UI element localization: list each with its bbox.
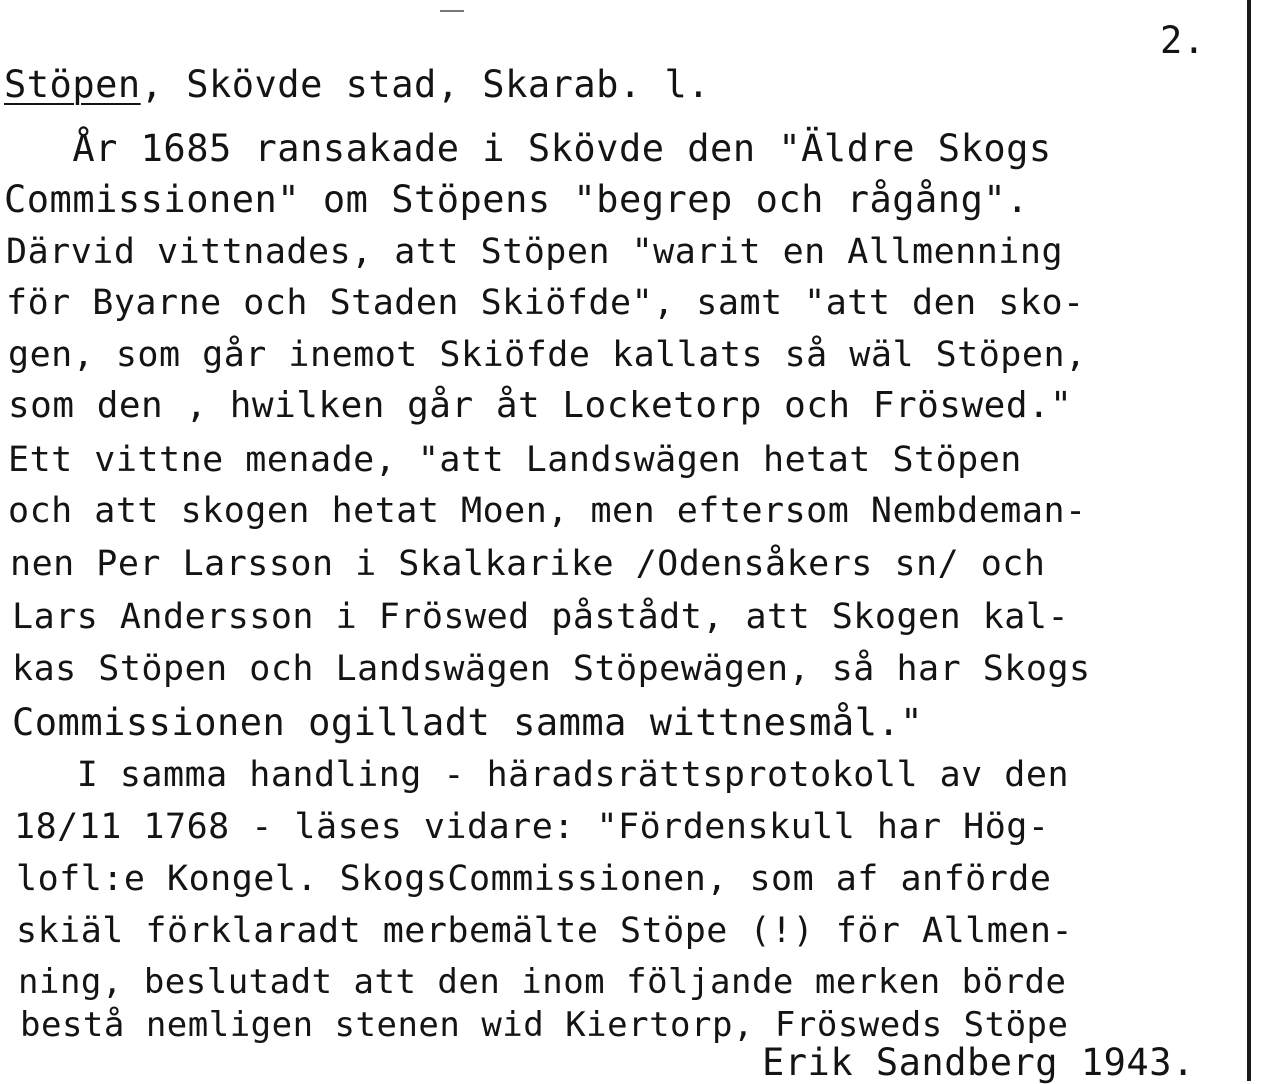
body-line: 18/11 1768 - läses vidare: "Fördenskull har Hög- — [14, 807, 1050, 847]
body-line: skiäl förklaradt merbemälte Stöpe (!) för Allmen- — [16, 911, 1074, 951]
body-line: År 1685 ransakade i Skövde den "Äldre Skogs — [4, 127, 1052, 170]
body-line: gen, som går inemot Skiöfde kallats så wäl Stöpen, — [8, 335, 1087, 375]
body-line: Därvid vittnades, att Stöpen "warit en Allmenning — [6, 232, 1064, 272]
body-line: lofl:e Kongel. SkogsCommissionen, som af anförde — [16, 859, 1052, 899]
body-line: och att skogen hetat Moen, men eftersom Nembdeman- — [8, 491, 1087, 531]
body-line: Lars Andersson i Fröswed påstådt, att Skogen kal- — [12, 597, 1070, 637]
body-line: för Byarne och Staden Skiöfde", samt "att den sko- — [6, 283, 1085, 323]
body-line: kas Stöpen och Landswägen Stöpewägen, så har Skogs — [12, 649, 1091, 689]
body-line: som den , hwilken går åt Locketorp och Fröswed." — [8, 385, 1073, 426]
body-line: Commissionen ogilladt samma wittnesmål." — [12, 701, 924, 744]
body-line: nen Per Larsson i Skalkarike /Odensåkers sn/ och — [10, 544, 1046, 584]
body-line: bestå nemligen stenen wid Kiertorp, Frösweds Stöpe — [20, 1005, 1069, 1045]
body-line: Commissionen" om Stöpens "begrep och rågång". — [4, 178, 1029, 221]
heading-rest: , Skövde stad, Skarab. l. — [140, 63, 711, 106]
signature-line: Erik Sandberg 1943. — [762, 1041, 1195, 1084]
body-line: I samma handling - häradsrättsprotokoll av den — [12, 755, 1070, 795]
page-number: 2. — [1160, 19, 1206, 62]
top-mark — [440, 10, 464, 12]
body-line: Ett vittne menade, "att Landswägen hetat Stöpen — [8, 440, 1022, 480]
heading — [4, 63, 711, 106]
right-margin-rule — [1247, 0, 1251, 1081]
body-line: ning, beslutadt att den inom följande merken börde — [18, 962, 1067, 1002]
heading-place: Stöpen — [4, 63, 141, 106]
